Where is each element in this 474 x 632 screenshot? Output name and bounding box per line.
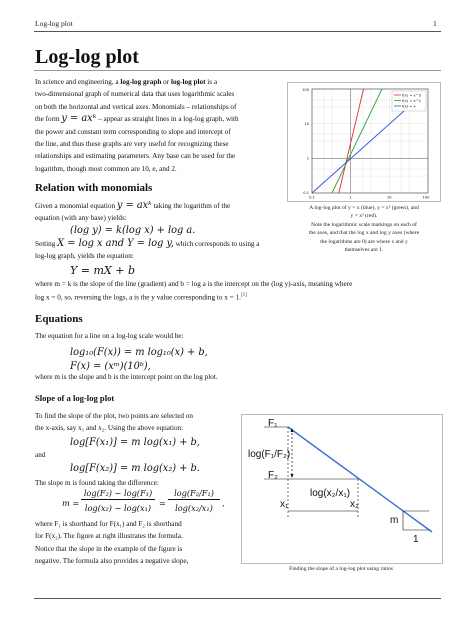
x-tick-100: 100 <box>422 195 430 200</box>
header-rule <box>34 31 441 32</box>
label-one: 1 <box>413 534 419 545</box>
figure1-caption: A log-log plot of y = x (blue), y = x² (green), and y = x³ (red). Note the logarithmic scale markings on each of the axes, and that the log x and log y axes (where the logarithms are 0) are where x and y themselves are 1. <box>308 205 420 254</box>
x-tick-10: 10 <box>387 195 392 200</box>
loglog-chart <box>288 83 440 201</box>
slope-difference-text: The slope m is found taking the difference: <box>35 479 159 487</box>
sloped-line <box>288 427 432 532</box>
title-rule <box>34 70 441 71</box>
heading-equations: Equations <box>35 313 83 325</box>
label-logF-ratio: log(F₁/F₂) <box>248 449 291 460</box>
setting-paragraph: Setting X = log x and Y = log y, which corresponds to using a log-log graph, yields the equation: <box>35 238 260 261</box>
heading-slope: Slope of a log-log plot <box>35 393 115 403</box>
equation-log10: log₁₀(F(x)) = m log₁₀(x) + b, <box>70 347 208 358</box>
label-F2: F₂ <box>268 470 278 481</box>
slope-diagram <box>242 415 442 563</box>
figure-slope-diagram <box>241 414 443 564</box>
figure-loglog-plot <box>287 82 441 202</box>
equation-linear: Y = mX + b <box>70 264 135 277</box>
x-tick-1: 1 <box>349 195 352 200</box>
y-tick-10: 10 <box>304 122 309 126</box>
y-tick-1: 1 <box>306 156 309 161</box>
legend-entry-linear: f(x) = x <box>402 104 416 109</box>
monomial-form: y = axᵏ <box>61 113 97 125</box>
label-F1: F₁ <box>268 418 278 429</box>
equations-where: where m is the slope and b is the intercept point on the log plot. <box>35 373 218 381</box>
term-log-log-graph: log-log graph <box>120 78 162 86</box>
intro-paragraph: In science and engineering, a log-log graph or log-log plot is a two-dimensional graph of numerical data that uses logarithmic scales on both the horizontal and vertical axes. Monomials – relationships of the form y = axᵏ – appear as straight lines in a log-log graph, with the power and constant term corresponding to slope and intercept of the line, and thus these graphs are very useful for recognizing these relationships and estimating parameters. Any base can be used for the logarithm, though most common are 10, e, and 2. <box>35 78 239 173</box>
label-m: m <box>390 515 399 526</box>
footer-rule <box>34 598 441 599</box>
heading-relation-with-monomials: Relation with monomials <box>35 182 153 194</box>
figure2-caption: Finding the slope of a log-log plot using ratios <box>289 566 393 572</box>
equation-log-F1: log[F(x₁)] = m log(x₁) + b, <box>70 437 200 448</box>
slope-tail-paragraph: where F₁ is shorthand for F(x₁) and F₂ is shorthand for F(x₂). The figure at right illustrates the formula. Notice that the slope in the example of the figure is negative. The formula also provides a negative slope, <box>35 520 189 566</box>
equation-log-monomial: (log y) = k(log x) + log a. <box>70 225 196 236</box>
legend-entry-quadratic: f(x) = x^2 <box>402 98 421 103</box>
y-tick-0.1: 0.1 <box>303 191 309 195</box>
where-paragraph: where m = k is the slope of the line (gradient) and b = log a is the intercept on the (log y)-axis, meaning where log x = 0, so, reversing the logs, a is the y value corresponding to x = 1.[1] <box>35 280 353 302</box>
running-header: Log-log plot <box>35 19 73 28</box>
equation-log-F2: log[F(x₂)] = m log(x₂) + b. <box>70 463 200 474</box>
word-and: and <box>35 451 46 459</box>
legend-entry-cubic: f(x) = x^3 <box>402 93 421 98</box>
term-log-log-plot: log-log plot <box>170 78 206 86</box>
y-tick-100: 100 <box>302 88 309 92</box>
label-x1: x₁ <box>280 499 289 510</box>
slope-intro: To find the slope of the plot, two points are selected on the x-axis, say x₁ and x₂. Using the above equation: <box>35 412 193 433</box>
x-tick-0.1: 0.1 <box>309 195 315 200</box>
equation-power: F(x) = (xᵐ)(10ᵇ), <box>70 361 151 372</box>
label-logx-ratio: log(x₂/x₁) <box>310 488 351 499</box>
page-number: 1 <box>433 19 437 28</box>
equation-slope-fraction: m = log(F₂) − log(F₁) log(x₂) − log(x₁) = log(F₂/F₁) log(x₂/x₁) , <box>62 488 225 513</box>
monomials-paragraph: Given a monomial equation y = axᵏ taking the logarithm of the equation (with any base) yields: <box>35 200 231 223</box>
article-title: Log-log plot <box>35 46 139 68</box>
equations-intro: The equation for a line on a log-log scale would be: <box>35 332 184 340</box>
label-x2: x₂ <box>350 499 359 510</box>
reference-1[interactable]: [1] <box>240 293 247 299</box>
